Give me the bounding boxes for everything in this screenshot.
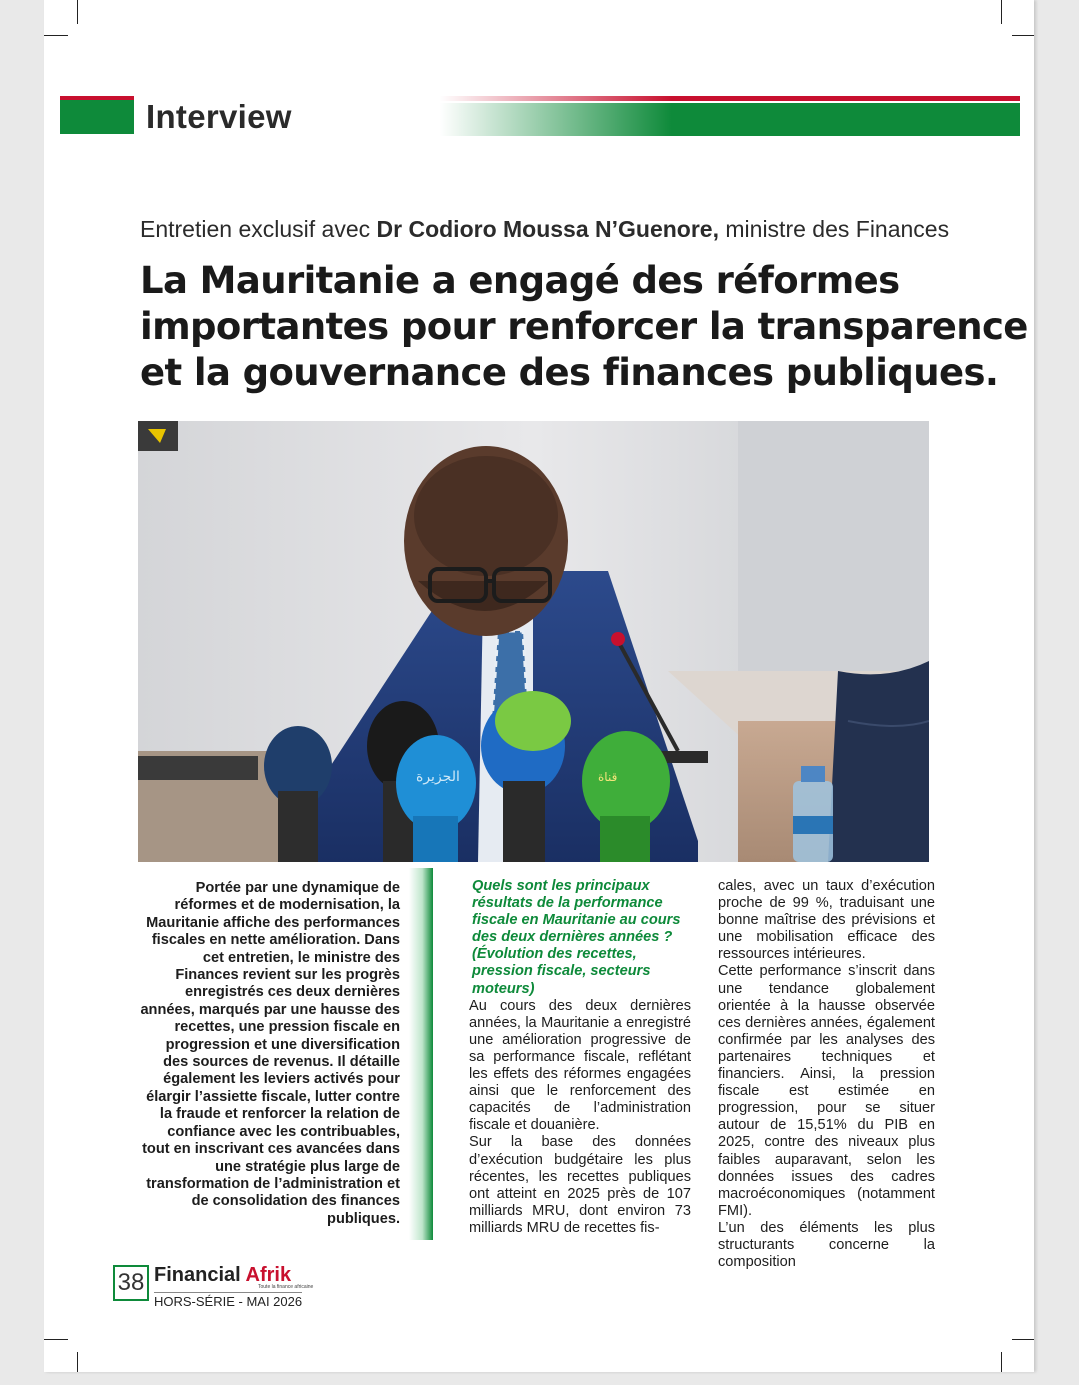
svg-text:الجزيرة: الجزيرة — [416, 769, 460, 785]
column-rule — [409, 868, 433, 1240]
flag-bar — [60, 96, 134, 134]
article-column-2 — [469, 878, 691, 1237]
answer-paragraph: Sur la base des données d’exécution budgétaire les plus récentes, les recettes publiques ont atteint en 2025 près de 107 milliards MRU, dont environ 73 milliards MRU de recettes fis- — [469, 1134, 691, 1236]
svg-text:قناة: قناة — [598, 770, 618, 784]
flag-stripe — [440, 96, 1020, 136]
crop-mark — [44, 35, 68, 36]
minister-photo — [138, 421, 929, 862]
answer-paragraph: cales, avec un taux d’exécution proche de 99 %, traduisant une bonne maîtrise des prévisions et une mobilisation efficace des ressources intérieures. — [718, 878, 935, 963]
brand-tagline: Toute la finance africaine — [258, 1284, 314, 1290]
subtitle-role: ministre des Finances — [719, 216, 950, 242]
article-subtitle — [140, 216, 949, 243]
subtitle-name: Dr Codioro Moussa N’Guenore, — [376, 216, 719, 242]
answer-paragraph: L’un des éléments les plus structurants concerne la composition — [718, 1219, 935, 1271]
crop-mark — [1001, 1352, 1002, 1372]
section-header — [60, 96, 1020, 140]
crop-mark — [77, 1352, 78, 1372]
answer-paragraph: Au cours des deux dernières années, la Mauritanie a enregistré une amélioration progressive de sa performance fiscale, reflétant les effets des réformes engagées ainsi que le renforcement des capacités de l’administration fiscale et douanière. — [469, 997, 691, 1134]
crop-mark — [77, 0, 78, 24]
crop-mark — [44, 1339, 68, 1340]
interview-question: Quels sont les principaux résultats de la performance fiscale en Mauritanie au cours des deux dernières années ? (Évolution des recettes, pression fiscale, secteurs moteurs) — [472, 878, 681, 997]
crop-mark — [1012, 1339, 1034, 1340]
headline-line: importantes pour renforcer la transparence — [140, 305, 1028, 348]
article-intro: Portée par une dynamique de réformes et de modernisation, la Mauritanie affiche des performances fiscales en nette amélioration. Dans cet entretien, le ministre des Finances revient sur les progrès enregistrés ces deux dernières années, marqués par une hausse des recettes, une pression fiscale en progression et une diversification des sources de revenus. Il détaille également les leviers activés pour élargir l’assiette fiscale, lutter contre la fraude et renforcer la relation de confiance avec les contribuables, tout en inscrivant ces avancées dans une stratégie plus large de transformation de l’administration et de consolidation des finances publiques. — [140, 880, 400, 1227]
article-column-3 — [718, 878, 935, 1271]
issue-label: HORS-SÉRIE - MAI 2026 — [154, 1294, 303, 1309]
section-title: Interview — [146, 98, 292, 135]
headline-line: et la gouvernance des finances publiques. — [140, 351, 999, 394]
answer-paragraph: Cette performance s’inscrit dans une tendance globalement orientée à la hausse observée ces dernières années, également confirmée par les analyses des partenaires techniques et financiers. Ainsi, la pression fiscale est estimée en progression, pour se situer autour de 15,51% du PIB en 2025, contre des niveaux plus faibles auparavant, selon les données issues des cadres macroéconomiques (notamment FMI). — [718, 963, 935, 1219]
article-headline — [140, 258, 1028, 396]
crop-mark — [1001, 0, 1002, 24]
page-number: 38 — [113, 1265, 149, 1301]
brand-name-a: Financial — [154, 1264, 246, 1286]
headline-line: La Mauritanie a engagé des réformes — [140, 259, 900, 302]
crop-mark — [1012, 35, 1034, 36]
brand-name-b: Afrik — [245, 1264, 292, 1286]
subtitle-intro: Entretien exclusif avec — [140, 216, 377, 242]
